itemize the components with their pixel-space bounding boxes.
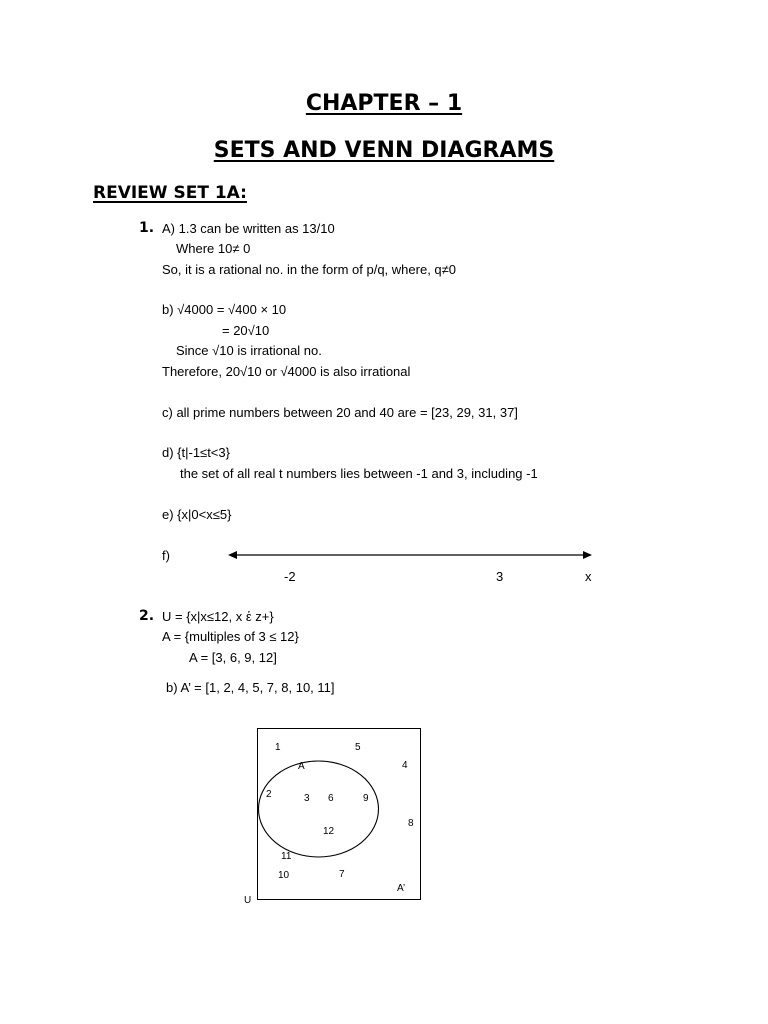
venn-element-9: 9	[363, 793, 369, 804]
venn-universe-label: U	[244, 895, 252, 906]
venn-diagram	[238, 723, 428, 909]
chapter-title: SETS AND VENN DIAGRAMS	[213, 138, 555, 163]
venn-element-12: 12	[323, 826, 335, 837]
q2-b-line: b) A’ = [1, 2, 4, 5, 7, 8, 10, 11]	[166, 680, 335, 695]
venn-element-5: 5	[355, 742, 361, 753]
question-1-number: 1.	[139, 220, 155, 236]
q1-e-line-1: e) {x|0<x≤5}	[162, 507, 232, 522]
venn-element-8: 8	[408, 818, 414, 829]
q1-d-line-2: the set of all real t numbers lies between -1 and 3, including -1	[180, 466, 538, 481]
set-a-ellipse	[259, 761, 379, 857]
venn-element-2: 2	[266, 789, 272, 800]
q1-b-line-1: b) √4000 = √400 × 10	[162, 302, 287, 317]
venn-element-3: 3	[304, 793, 310, 804]
q1-b-line-2: = 20√10	[222, 323, 270, 338]
chapter-heading: CHAPTER – 1	[305, 91, 463, 116]
q1-a-line-2: Where 10≠ 0	[176, 241, 251, 256]
number-line-tick-3: 3	[496, 569, 504, 584]
q1-d-line-1: d) {t|-1≤t<3}	[162, 445, 230, 460]
venn-element-6: 6	[328, 793, 334, 804]
q2-line-1: U = {x|x≤12, x ἑ z+}	[162, 609, 274, 624]
q2-line-2: A = {multiples of 3 ≤ 12}	[162, 629, 299, 644]
q1-a-line-3: So, it is a rational no. in the form of p/q, where, q≠0	[162, 262, 457, 277]
q2-line-3: A = [3, 6, 9, 12]	[189, 650, 277, 665]
venn-element-7: 7	[339, 869, 345, 880]
question-2-number: 2.	[139, 608, 155, 624]
right-arrow-icon	[583, 551, 592, 559]
q1-c-line-1: c) all prime numbers between 20 and 40 are = [23, 29, 31, 37]	[162, 405, 518, 420]
number-line-tick-x: x	[585, 569, 592, 584]
q1-f-label: f)	[162, 548, 170, 563]
venn-complement-label: A’	[397, 883, 406, 894]
number-line	[225, 546, 597, 566]
venn-element-10: 10	[278, 870, 290, 881]
venn-element-11: 11	[281, 851, 292, 862]
venn-element-4: 4	[402, 760, 408, 771]
section-heading: REVIEW SET 1A:	[93, 183, 247, 203]
venn-set-a-label: A	[298, 761, 305, 772]
left-arrow-icon	[228, 551, 237, 559]
q1-b-line-4: Therefore, 20√10 or √4000 is also irrational	[162, 364, 411, 379]
q1-a-line-1: A) 1.3 can be written as 13/10	[162, 221, 335, 236]
q1-b-line-3: Since √10 is irrational no.	[176, 343, 322, 358]
number-line-tick-minus-2: -2	[284, 569, 296, 584]
venn-element-1: 1	[275, 742, 281, 753]
